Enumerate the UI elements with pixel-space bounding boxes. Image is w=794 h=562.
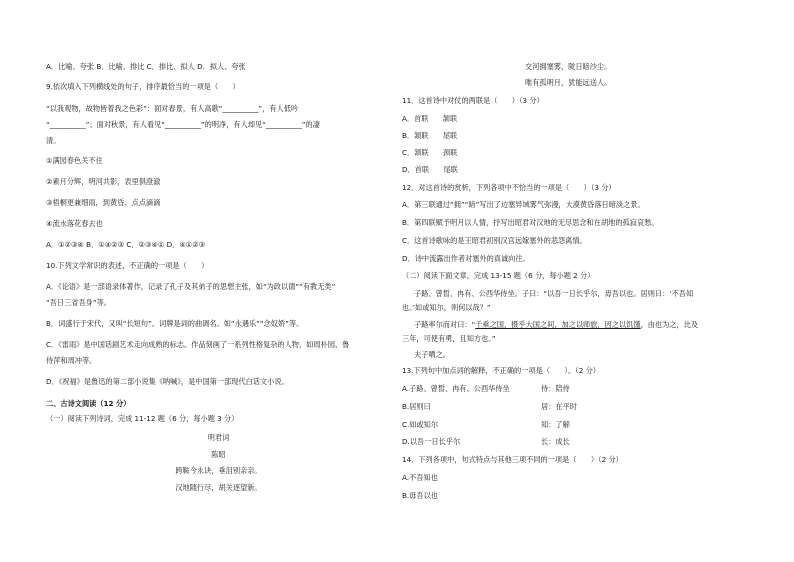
q12-stem: 12．对这首诗的赏析，下列各项中不恰当的一项是（ ）（3 分） xyxy=(402,183,616,192)
passage-paragraph xyxy=(414,320,698,329)
section-subheading: （一）阅读下列诗词，完成 11-12 题（6 分，每小题 3 分） xyxy=(46,414,239,423)
q13-stem: 13.下列句中加点词的解释，不正确的一项是（ ）。（2 分） xyxy=(402,366,600,375)
poem-line: 汉地随行尽，胡关逐望新。 xyxy=(175,483,262,492)
passage-paragraph: 三年，可使有勇，且知方也。” xyxy=(402,334,496,343)
q11-option: C．颔联 颈联 xyxy=(402,148,458,157)
q11-option: D．首联 尾联 xyxy=(402,165,458,174)
q13-answer: 长：成长 xyxy=(541,437,570,446)
q13-option: B.居则曰 xyxy=(402,402,431,411)
q14-stem: 14．下列各项中，句式特点与其他三项不同的一项是（ ）（2 分） xyxy=(402,455,623,464)
q13-option: A.子路、曾皙、冉有、公西华侍坐 xyxy=(402,384,510,393)
q13-option: C.如或知尔 xyxy=(402,420,439,429)
q8-options: A．比喻、夸张 B．比喻、排比 C．排比、拟人 D．拟人、夸张 xyxy=(46,62,246,71)
q9-stem: 9.依次填入下列横线处的句子，排序最恰当的一项是（ ） xyxy=(46,82,240,91)
poem-line: 交河拥塞雾，陇日暗沙尘。 xyxy=(525,62,612,71)
passage-paragraph: 也。’如或知尔，则何以哉？” xyxy=(402,303,491,312)
q14-option: A.不吾知也 xyxy=(402,473,438,482)
poem-line: 唯有孤明月，犹能远送人。 xyxy=(525,78,612,87)
passage-text: ，由也为之，比及 xyxy=(640,320,699,329)
q11-option: B．颔联 尾联 xyxy=(402,131,458,140)
q12-option: B．第四联赋予明月以人情，抒写出昭君对汉地的无尽思念和在胡地的孤寂哀愁。 xyxy=(402,218,659,227)
passage-text: 子路率尔而对曰：“ xyxy=(414,320,476,329)
q14-option: B.毋吾以也 xyxy=(402,491,438,500)
section-heading: 二、古诗文阅读（12 分） xyxy=(46,399,131,408)
q10-stem: 10.下列文学常识的表述，不正确的一项是（ ） xyxy=(46,261,209,270)
section-subheading: （二）阅读下面文章，完成 13-15 题（6 分，每小题 2 分） xyxy=(402,271,595,280)
q9-item: ②素月分辉，明河共影，表里俱澄澈 xyxy=(46,177,161,186)
q10-option-b: B．词盛行于宋代，又叫“长短句”。词牌是词的曲调名。如“永遇乐”“念奴娇”等。 xyxy=(46,319,304,328)
q10-option-d: D．《祝福》是鲁迅的第二部小说集《呐喊》，是中国第一部现代白话文小说。 xyxy=(46,377,289,386)
q9-item: ①满园春色关不住 xyxy=(46,156,103,165)
q11-option: A．首联 颔联 xyxy=(402,114,458,123)
q10-option-c: C．《雷雨》是中国话剧艺术走向成熟的标志。作品刻画了一系列性格复杂的人物，如周朴园、鲁 xyxy=(46,340,350,349)
q10-option-c: 侍萍和周冲等。 xyxy=(46,356,97,365)
q13-answer: 居：在平时 xyxy=(541,402,577,411)
q10-option-a: A．《论语》是一部语录体著作，记录了孔子及其弟子的思想主张，如“为政以德”“有教无类” xyxy=(46,282,336,291)
q12-option: D．诗中流露出作者对塞外的真诚向往。 xyxy=(402,254,530,263)
q13-option: D.以吾一日长乎尔 xyxy=(402,437,461,446)
q9-text: “以我观物，故物皆着我之色彩”：面对春景，有人高歌“__________”，有人低吟 xyxy=(46,104,299,113)
underlined-passage: 千乘之国，摄乎大国之间，加之以师旅，因之以饥馑 xyxy=(475,320,641,329)
q9-text: “__________”；面对秋景，有人看见“__________”的明净，有人却见“__________”的凄 xyxy=(46,120,320,129)
q13-answer: 知：了解 xyxy=(541,420,570,429)
q9-options: A．①②③④ B．①④②③ C．②③④① D．④①②③ xyxy=(46,240,206,249)
q12-option: A．第三联通过“拥”“暗”写出了边塞异域雾气弥漫，大漠黄昏落日暗淡之景。 xyxy=(402,200,645,209)
q9-item: ④流水落花春去也 xyxy=(46,219,103,228)
poem-author: 陈昭 xyxy=(211,450,226,459)
passage-paragraph: 夫子哂之。 xyxy=(414,350,450,359)
q13-answer: 侍：陪侍 xyxy=(541,384,570,393)
q9-text: 清。 xyxy=(46,136,61,145)
passage-paragraph: 子路、曾皙、冉有、公西华侍坐。子曰：“以吾一日长乎尔，毋吾以也。居则曰：‘不吾知 xyxy=(414,289,694,298)
q12-option: C．这首诗歌咏的是王昭君初别汉宫远嫁塞外的悲怨离情。 xyxy=(402,236,587,245)
poem-line: 跨鞍今永诀，垂泪别亲亲。 xyxy=(175,466,262,475)
q10-option-a: “吾日三省吾身”等。 xyxy=(46,298,111,307)
q9-item: ③梧桐更兼细雨，到黄昏、点点滴滴 xyxy=(46,198,161,207)
poem-title: 明君词 xyxy=(207,433,230,442)
q11-stem: 11．这首诗中对仗的两联是（ ）（3 分） xyxy=(402,96,544,105)
